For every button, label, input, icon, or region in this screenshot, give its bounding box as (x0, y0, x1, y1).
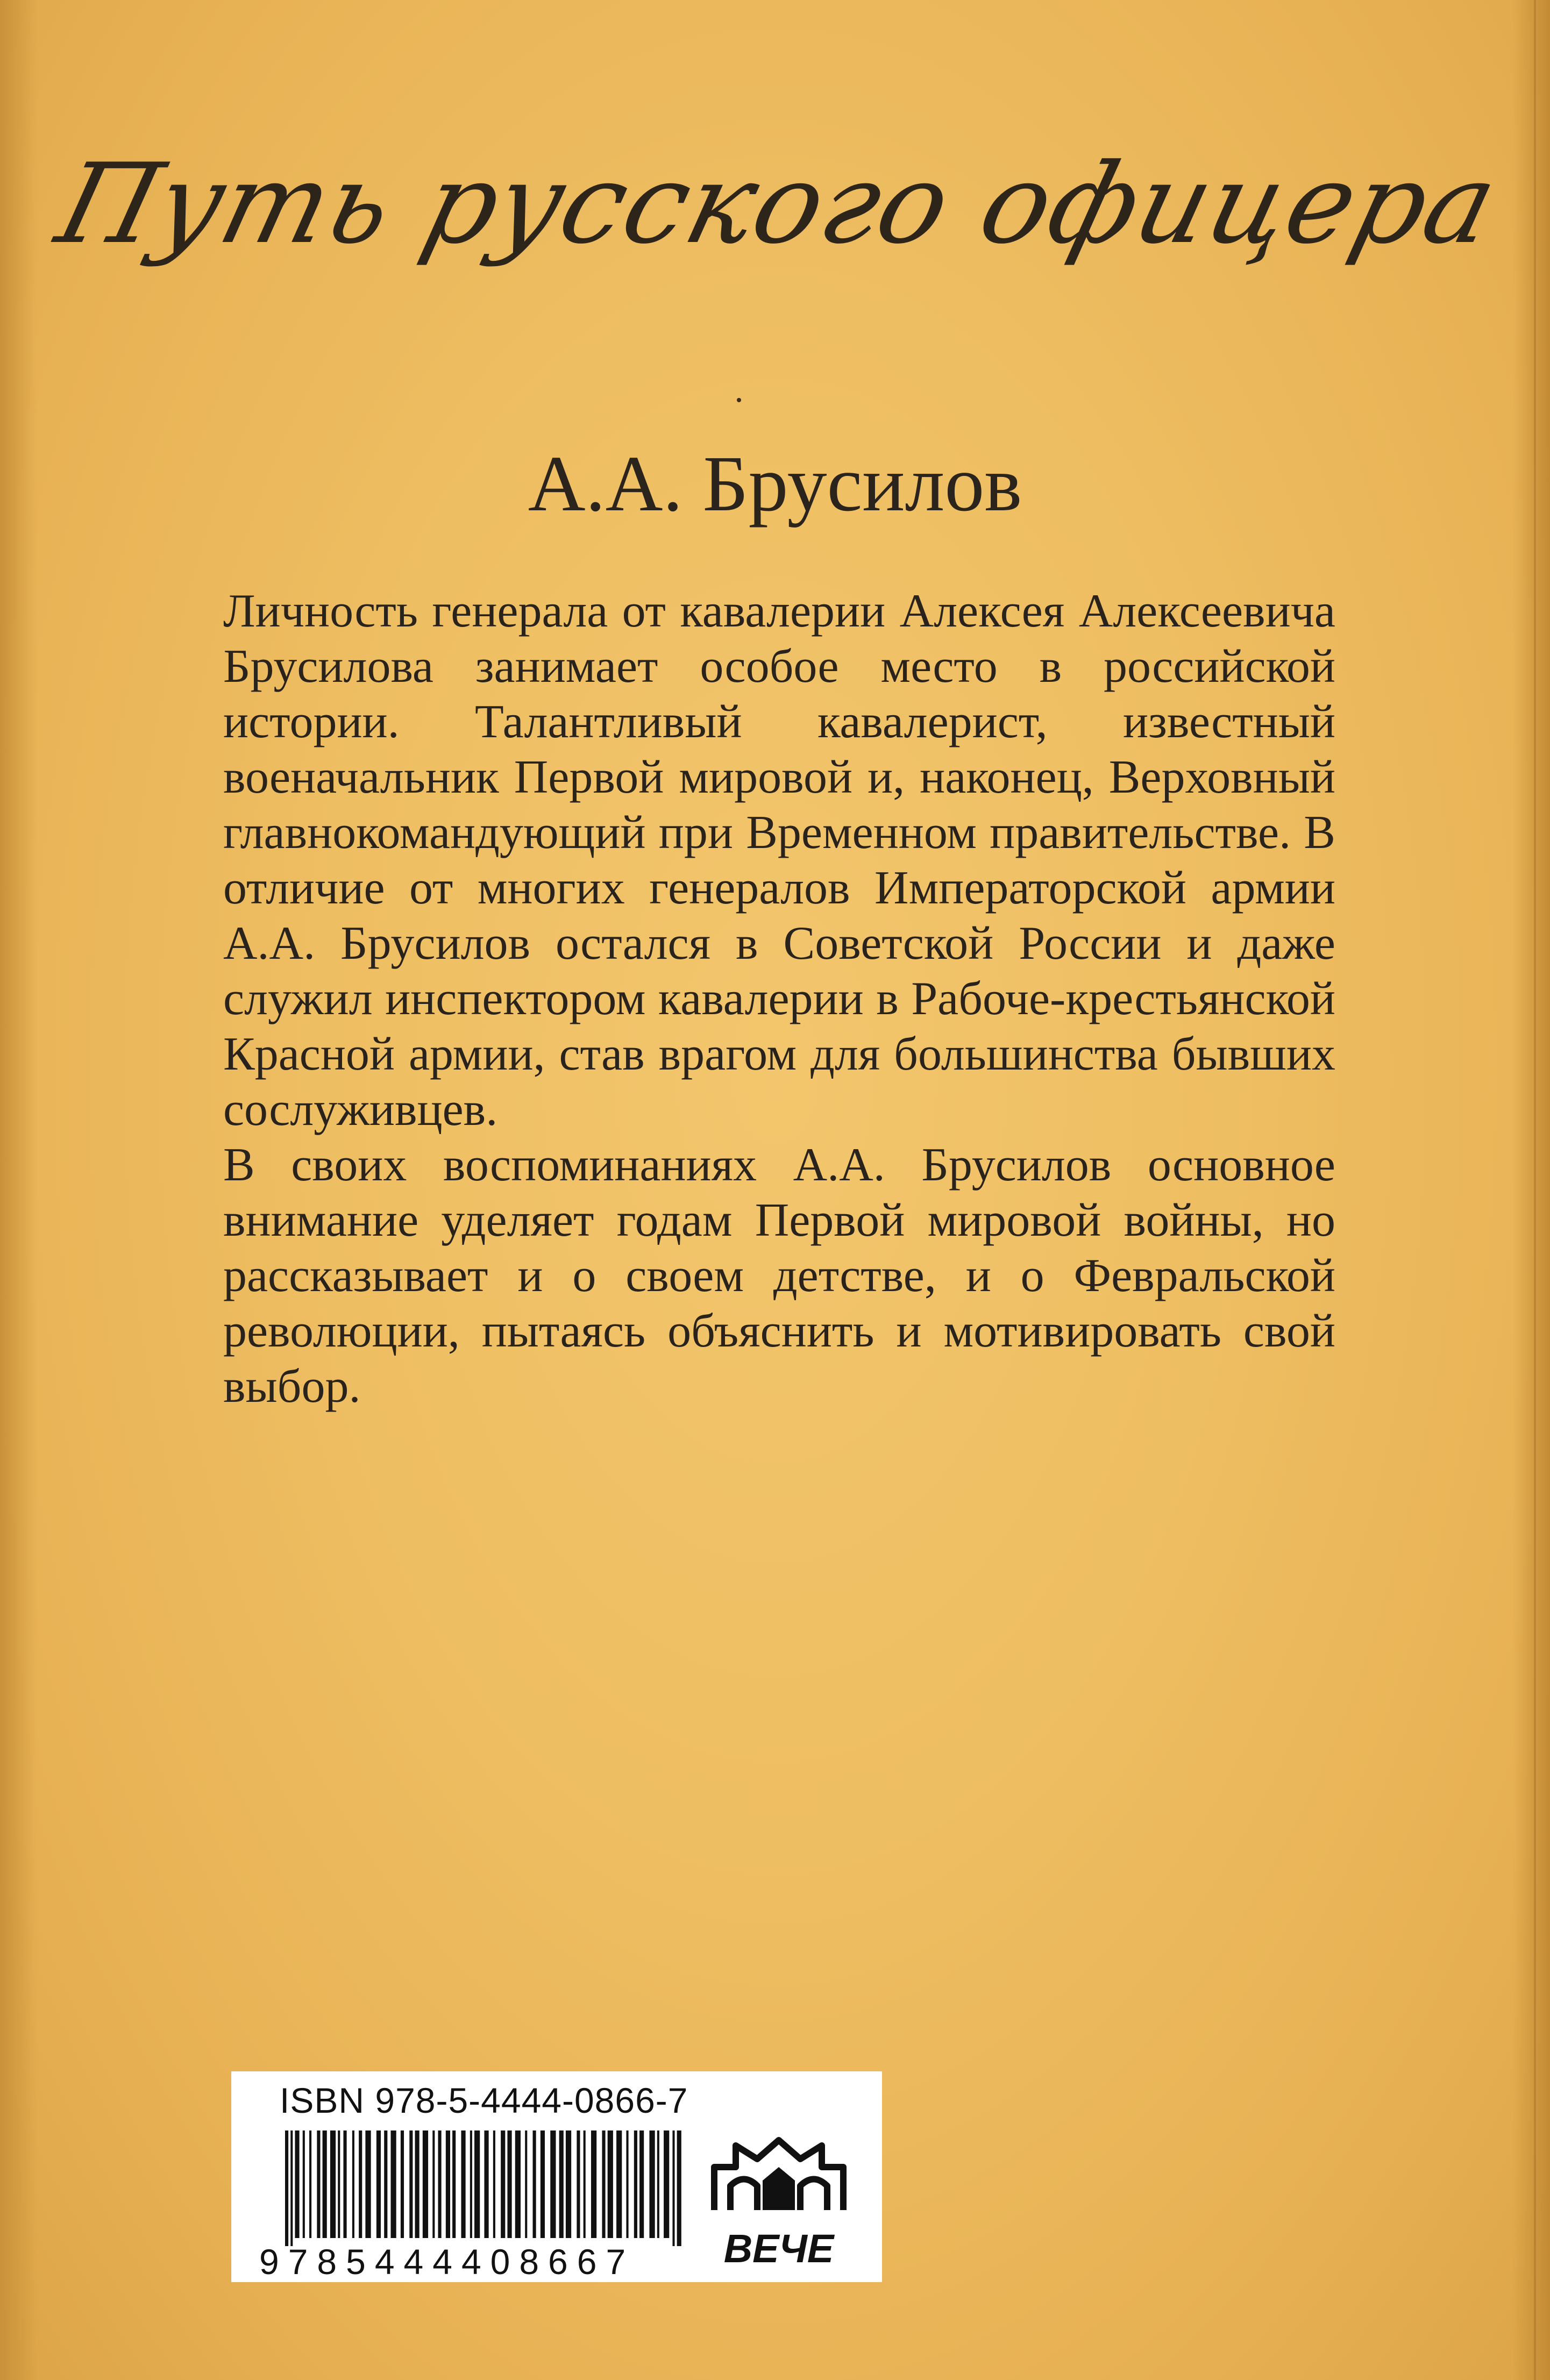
barcode-bar (295, 2130, 299, 2238)
barcode-panel (231, 2071, 882, 2282)
barcode-bar (657, 2130, 659, 2238)
barcode-bar (432, 2130, 435, 2238)
barcode-bar (338, 2130, 340, 2238)
barcode-bar (303, 2130, 305, 2238)
barcode-digits: 9785444408667 (259, 2242, 635, 2282)
barcode-bar (409, 2130, 413, 2238)
barcode-bar (317, 2130, 320, 2238)
barcode-bar (634, 2130, 637, 2238)
barcode-bar (415, 2130, 420, 2238)
barcode-bar (559, 2130, 564, 2238)
barcode-bar (290, 2130, 293, 2246)
annotation-paragraph-1: Личность генерала от кавалерии Алексея Алексеевича Брусилова занимает особое место в российской истории. Талантливый кавалерист, известный военачальник Первой мировой и, наконец, Верховный главнокомандующий при Временном правительстве. В отличие от многих генералов Императорской армии А.А. Брусилов остался в Советской России и даже служил инспектором кавалерии в Рабоче-крестьянской Красной армии, став врагом для большинства бывших сослуживцев. (223, 585, 1335, 1136)
barcode-bar (285, 2130, 288, 2246)
barcode-bar (343, 2130, 346, 2238)
barcode-bar (649, 2130, 655, 2238)
left-edge-shadow (0, 0, 38, 2380)
barcode-bar (664, 2130, 669, 2238)
barcode-bar (584, 2130, 586, 2238)
barcode-bar (602, 2130, 605, 2238)
barcode-bar (550, 2130, 556, 2238)
annotation-paragraph-2: В своих воспоминаниях А.А. Брусилов основное внимание уделяет годам Первой мировой войны, но рассказывает и о своем детстве, и о Февральской революции, пытаясь объяснить и мотивировать свой выбор. (223, 1139, 1335, 1413)
barcode-bar (541, 2130, 545, 2238)
barcode-bar (616, 2130, 622, 2238)
barcode-bar (446, 2130, 450, 2238)
barcode-bar (672, 2130, 674, 2246)
barcode-bar (525, 2130, 527, 2238)
barcode-bar (401, 2130, 404, 2238)
barcode-bar (474, 2130, 480, 2238)
series-title: Путь русского офицера (46, 140, 1510, 268)
barcode-bar (566, 2130, 571, 2238)
barcode-bar (501, 2130, 505, 2238)
barcode-bar (452, 2130, 456, 2238)
author-name: А.А. Брусилов (528, 440, 1022, 528)
barcode-bar (376, 2130, 381, 2238)
barcode-bar (359, 2130, 362, 2238)
barcode-bar (507, 2130, 511, 2238)
barcode-bar (639, 2130, 644, 2238)
barcode-bar (626, 2130, 628, 2238)
isbn-label: ISBN 978-5-4444-0866-7 (280, 2080, 688, 2120)
barcode-bars (285, 2130, 686, 2246)
barcode-bar (323, 2130, 327, 2238)
barcode-bar (309, 2130, 311, 2238)
barcode-bar (365, 2130, 371, 2238)
barcode-bar (484, 2130, 488, 2238)
barcode-bar (461, 2130, 465, 2238)
barcode-bar (390, 2130, 396, 2238)
annotation-text (223, 583, 1335, 1414)
cover-hinge-line (1534, 0, 1536, 2380)
barcode-bar (677, 2130, 681, 2246)
barcode-bar (384, 2130, 387, 2238)
publisher-name: ВЕЧЕ (723, 2226, 834, 2271)
barcode-bar (533, 2130, 536, 2238)
barcode-bar (493, 2130, 495, 2238)
barcode-bar (591, 2130, 596, 2238)
barcode-bar (470, 2130, 472, 2238)
barcode-bar (352, 2130, 354, 2238)
barcode-bar (608, 2130, 613, 2238)
barcode-bar (423, 2130, 428, 2238)
barcode-bar (330, 2130, 336, 2238)
barcode-bar (577, 2130, 580, 2238)
barcode-bar (438, 2130, 441, 2238)
barcode-bar (515, 2130, 521, 2238)
decorative-dot (737, 398, 741, 402)
right-edge-shadow (1512, 0, 1550, 2380)
